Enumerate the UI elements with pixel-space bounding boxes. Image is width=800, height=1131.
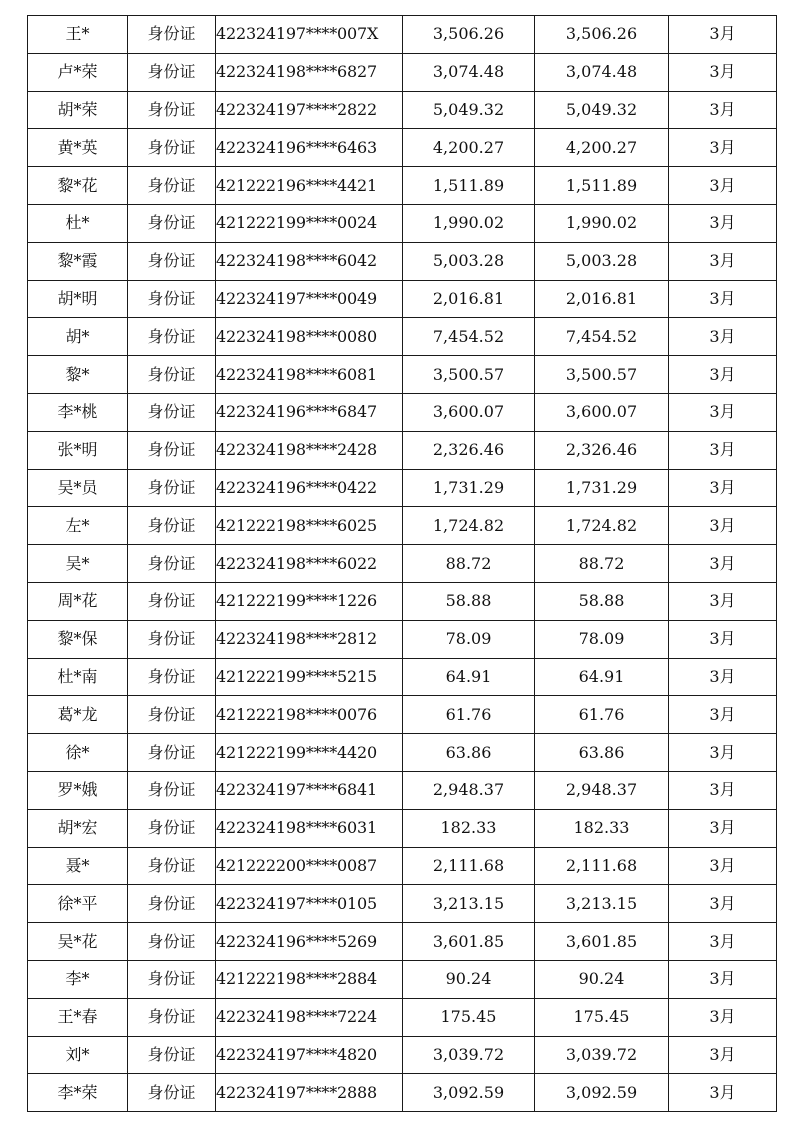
name-cell: 李*桃 (28, 393, 128, 431)
table-row (28, 1036, 777, 1074)
name-cell: 徐* (28, 734, 128, 772)
id-type-cell: 身份证 (128, 771, 216, 809)
table-row (28, 91, 777, 129)
amount-paid-cell: 4,200.27 (535, 129, 669, 167)
name-cell: 胡*荣 (28, 91, 128, 129)
id-number-cell: 422324198****6081 (216, 356, 403, 394)
month-cell: 3月 (669, 91, 777, 129)
month-cell: 3月 (669, 1036, 777, 1074)
id-type-cell: 身份证 (128, 809, 216, 847)
table-row (28, 280, 777, 318)
month-cell: 3月 (669, 923, 777, 961)
id-type-cell: 身份证 (128, 998, 216, 1036)
id-type-cell: 身份证 (128, 885, 216, 923)
id-type-cell: 身份证 (128, 204, 216, 242)
id-number-cell: 422324197****2822 (216, 91, 403, 129)
id-number-cell: 422324197****4820 (216, 1036, 403, 1074)
month-cell: 3月 (669, 960, 777, 998)
amount-paid-cell: 2,326.46 (535, 431, 669, 469)
id-number-cell: 422324198****6042 (216, 242, 403, 280)
amount-cell: 1,990.02 (403, 204, 535, 242)
table-row (28, 545, 777, 583)
month-cell: 3月 (669, 809, 777, 847)
amount-paid-cell: 182.33 (535, 809, 669, 847)
month-cell: 3月 (669, 280, 777, 318)
amount-cell: 2,016.81 (403, 280, 535, 318)
id-number-cell: 422324198****2812 (216, 620, 403, 658)
month-cell: 3月 (669, 53, 777, 91)
amount-paid-cell: 3,500.57 (535, 356, 669, 394)
id-type-cell: 身份证 (128, 1036, 216, 1074)
name-cell: 黄*英 (28, 129, 128, 167)
id-number-cell: 422324196****6847 (216, 393, 403, 431)
subsidy-table (27, 15, 777, 1112)
id-number-cell: 421222196****4421 (216, 167, 403, 205)
id-type-cell: 身份证 (128, 658, 216, 696)
amount-cell: 88.72 (403, 545, 535, 583)
id-type-cell: 身份证 (128, 16, 216, 54)
id-number-cell: 422324198****6031 (216, 809, 403, 847)
amount-cell: 78.09 (403, 620, 535, 658)
id-type-cell: 身份证 (128, 847, 216, 885)
month-cell: 3月 (669, 998, 777, 1036)
id-number-cell: 422324197****007X (216, 16, 403, 54)
id-type-cell: 身份证 (128, 393, 216, 431)
table-row (28, 620, 777, 658)
id-type-cell: 身份证 (128, 582, 216, 620)
table-row (28, 582, 777, 620)
month-cell: 3月 (669, 658, 777, 696)
month-cell: 3月 (669, 847, 777, 885)
id-type-cell: 身份证 (128, 431, 216, 469)
id-type-cell: 身份证 (128, 91, 216, 129)
table-row (28, 771, 777, 809)
name-cell: 刘* (28, 1036, 128, 1074)
id-number-cell: 422324196****5269 (216, 923, 403, 961)
name-cell: 胡* (28, 318, 128, 356)
id-number-cell: 421222198****2884 (216, 960, 403, 998)
name-cell: 吴*花 (28, 923, 128, 961)
month-cell: 3月 (669, 318, 777, 356)
amount-paid-cell: 1,731.29 (535, 469, 669, 507)
table-row (28, 1074, 777, 1112)
name-cell: 吴* (28, 545, 128, 583)
amount-cell: 2,111.68 (403, 847, 535, 885)
id-number-cell: 422324197****0049 (216, 280, 403, 318)
amount-cell: 5,049.32 (403, 91, 535, 129)
amount-cell: 3,600.07 (403, 393, 535, 431)
name-cell: 李* (28, 960, 128, 998)
table-row (28, 318, 777, 356)
name-cell: 徐*平 (28, 885, 128, 923)
amount-cell: 2,326.46 (403, 431, 535, 469)
month-cell: 3月 (669, 696, 777, 734)
table-row (28, 53, 777, 91)
month-cell: 3月 (669, 885, 777, 923)
amount-paid-cell: 2,111.68 (535, 847, 669, 885)
amount-paid-cell: 3,601.85 (535, 923, 669, 961)
table-row (28, 167, 777, 205)
amount-paid-cell: 3,213.15 (535, 885, 669, 923)
amount-paid-cell: 2,016.81 (535, 280, 669, 318)
amount-paid-cell: 5,049.32 (535, 91, 669, 129)
id-type-cell: 身份证 (128, 960, 216, 998)
amount-paid-cell: 1,724.82 (535, 507, 669, 545)
id-type-cell: 身份证 (128, 53, 216, 91)
id-type-cell: 身份证 (128, 356, 216, 394)
name-cell: 胡*宏 (28, 809, 128, 847)
amount-paid-cell: 1,990.02 (535, 204, 669, 242)
id-type-cell: 身份证 (128, 129, 216, 167)
id-type-cell: 身份证 (128, 507, 216, 545)
id-number-cell: 421222198****0076 (216, 696, 403, 734)
id-type-cell: 身份证 (128, 620, 216, 658)
name-cell: 罗*娥 (28, 771, 128, 809)
month-cell: 3月 (669, 734, 777, 772)
month-cell: 3月 (669, 620, 777, 658)
amount-cell: 7,454.52 (403, 318, 535, 356)
id-number-cell: 421222198****6025 (216, 507, 403, 545)
amount-cell: 64.91 (403, 658, 535, 696)
amount-paid-cell: 5,003.28 (535, 242, 669, 280)
amount-cell: 1,511.89 (403, 167, 535, 205)
id-number-cell: 422324198****6827 (216, 53, 403, 91)
table-row (28, 356, 777, 394)
table-row (28, 696, 777, 734)
amount-paid-cell: 64.91 (535, 658, 669, 696)
amount-paid-cell: 1,511.89 (535, 167, 669, 205)
id-type-cell: 身份证 (128, 280, 216, 318)
name-cell: 黎*保 (28, 620, 128, 658)
id-number-cell: 422324198****6022 (216, 545, 403, 583)
month-cell: 3月 (669, 469, 777, 507)
table-row (28, 242, 777, 280)
name-cell: 王* (28, 16, 128, 54)
amount-paid-cell: 2,948.37 (535, 771, 669, 809)
id-type-cell: 身份证 (128, 469, 216, 507)
amount-paid-cell: 3,600.07 (535, 393, 669, 431)
amount-cell: 90.24 (403, 960, 535, 998)
id-number-cell: 422324196****6463 (216, 129, 403, 167)
id-type-cell: 身份证 (128, 167, 216, 205)
table-row (28, 809, 777, 847)
amount-cell: 3,092.59 (403, 1074, 535, 1112)
amount-paid-cell: 7,454.52 (535, 318, 669, 356)
amount-cell: 63.86 (403, 734, 535, 772)
id-number-cell: 422324198****2428 (216, 431, 403, 469)
amount-cell: 58.88 (403, 582, 535, 620)
name-cell: 卢*荣 (28, 53, 128, 91)
amount-cell: 3,039.72 (403, 1036, 535, 1074)
amount-paid-cell: 88.72 (535, 545, 669, 583)
amount-cell: 3,506.26 (403, 16, 535, 54)
amount-paid-cell: 63.86 (535, 734, 669, 772)
table-row (28, 129, 777, 167)
table-row (28, 923, 777, 961)
amount-cell: 3,601.85 (403, 923, 535, 961)
month-cell: 3月 (669, 167, 777, 205)
amount-cell: 61.76 (403, 696, 535, 734)
amount-paid-cell: 90.24 (535, 960, 669, 998)
table-row (28, 16, 777, 54)
id-number-cell: 422324198****7224 (216, 998, 403, 1036)
month-cell: 3月 (669, 1074, 777, 1112)
table-row (28, 998, 777, 1036)
amount-cell: 182.33 (403, 809, 535, 847)
name-cell: 周*花 (28, 582, 128, 620)
amount-cell: 175.45 (403, 998, 535, 1036)
month-cell: 3月 (669, 771, 777, 809)
id-type-cell: 身份证 (128, 318, 216, 356)
amount-paid-cell: 58.88 (535, 582, 669, 620)
table-row (28, 734, 777, 772)
name-cell: 李*荣 (28, 1074, 128, 1112)
amount-cell: 1,731.29 (403, 469, 535, 507)
month-cell: 3月 (669, 507, 777, 545)
amount-cell: 1,724.82 (403, 507, 535, 545)
table-row (28, 847, 777, 885)
id-type-cell: 身份证 (128, 242, 216, 280)
amount-paid-cell: 3,039.72 (535, 1036, 669, 1074)
table-row (28, 885, 777, 923)
month-cell: 3月 (669, 582, 777, 620)
amount-cell: 2,948.37 (403, 771, 535, 809)
month-cell: 3月 (669, 431, 777, 469)
amount-paid-cell: 3,506.26 (535, 16, 669, 54)
name-cell: 黎*花 (28, 167, 128, 205)
amount-paid-cell: 78.09 (535, 620, 669, 658)
id-type-cell: 身份证 (128, 734, 216, 772)
name-cell: 聂* (28, 847, 128, 885)
amount-cell: 4,200.27 (403, 129, 535, 167)
table-row (28, 469, 777, 507)
id-type-cell: 身份证 (128, 923, 216, 961)
amount-paid-cell: 3,092.59 (535, 1074, 669, 1112)
name-cell: 葛*龙 (28, 696, 128, 734)
table-row (28, 393, 777, 431)
id-type-cell: 身份证 (128, 1074, 216, 1112)
name-cell: 左* (28, 507, 128, 545)
id-number-cell: 421222199****1226 (216, 582, 403, 620)
month-cell: 3月 (669, 16, 777, 54)
month-cell: 3月 (669, 129, 777, 167)
amount-paid-cell: 61.76 (535, 696, 669, 734)
id-number-cell: 422324197****2888 (216, 1074, 403, 1112)
name-cell: 杜*南 (28, 658, 128, 696)
amount-cell: 3,074.48 (403, 53, 535, 91)
table-body (28, 16, 777, 1112)
id-number-cell: 422324198****0080 (216, 318, 403, 356)
amount-cell: 3,213.15 (403, 885, 535, 923)
amount-paid-cell: 175.45 (535, 998, 669, 1036)
id-number-cell: 421222200****0087 (216, 847, 403, 885)
id-number-cell: 421222199****0024 (216, 204, 403, 242)
table-row (28, 204, 777, 242)
id-number-cell: 422324197****0105 (216, 885, 403, 923)
id-type-cell: 身份证 (128, 696, 216, 734)
id-number-cell: 421222199****4420 (216, 734, 403, 772)
id-type-cell: 身份证 (128, 545, 216, 583)
month-cell: 3月 (669, 393, 777, 431)
amount-paid-cell: 3,074.48 (535, 53, 669, 91)
table-row (28, 507, 777, 545)
name-cell: 张*明 (28, 431, 128, 469)
name-cell: 吴*员 (28, 469, 128, 507)
amount-cell: 5,003.28 (403, 242, 535, 280)
name-cell: 胡*明 (28, 280, 128, 318)
month-cell: 3月 (669, 545, 777, 583)
name-cell: 黎* (28, 356, 128, 394)
table-row (28, 960, 777, 998)
month-cell: 3月 (669, 356, 777, 394)
id-number-cell: 421222199****5215 (216, 658, 403, 696)
name-cell: 王*春 (28, 998, 128, 1036)
id-number-cell: 422324197****6841 (216, 771, 403, 809)
table-row (28, 431, 777, 469)
id-number-cell: 422324196****0422 (216, 469, 403, 507)
name-cell: 黎*霞 (28, 242, 128, 280)
amount-cell: 3,500.57 (403, 356, 535, 394)
table-row (28, 658, 777, 696)
name-cell: 杜* (28, 204, 128, 242)
month-cell: 3月 (669, 204, 777, 242)
month-cell: 3月 (669, 242, 777, 280)
